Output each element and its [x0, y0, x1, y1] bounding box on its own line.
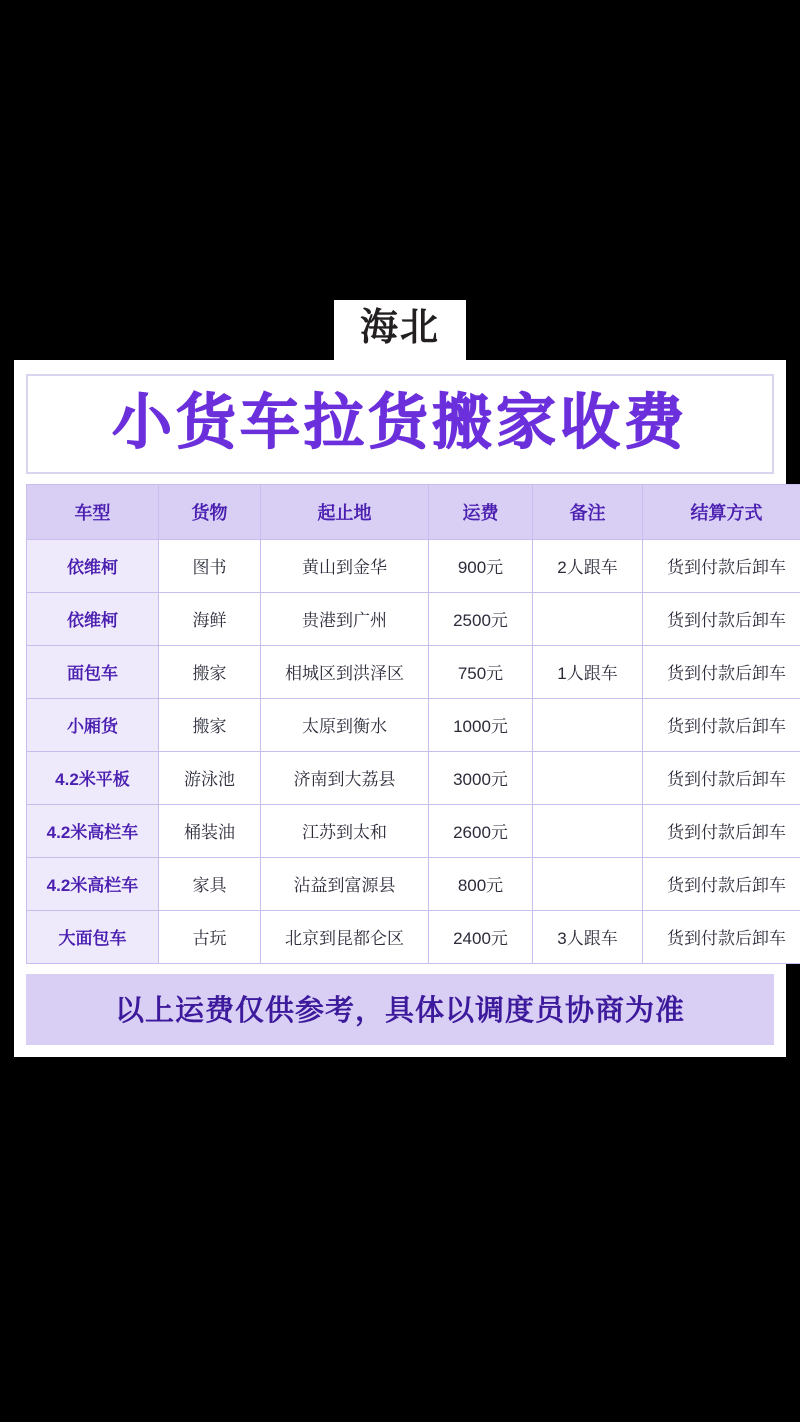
cell-route: 沾益到富源县: [261, 857, 429, 910]
table-header-cell: 结算方式: [643, 484, 800, 539]
cell-settlement: 货到付款后卸车: [643, 804, 800, 857]
table-row: [27, 804, 800, 857]
cell-goods: 海鲜: [159, 592, 261, 645]
disclaimer-note: 以上运费仅供参考，具体以调度员协商为准: [26, 974, 774, 1045]
cell-fee: 2500元: [429, 592, 533, 645]
cell-settlement: 货到付款后卸车: [643, 645, 800, 698]
table-header-cell: 运费: [429, 484, 533, 539]
cell-route: 太原到衡水: [261, 698, 429, 751]
poster: [0, 300, 800, 1057]
table-row: [27, 592, 800, 645]
cell-note: 2人跟车: [533, 539, 643, 592]
cell-goods: 游泳池: [159, 751, 261, 804]
cell-goods: 搬家: [159, 645, 261, 698]
cell-note: [533, 698, 643, 751]
cell-route: 相城区到洪泽区: [261, 645, 429, 698]
cell-vehicle: 面包车: [27, 645, 159, 698]
cell-fee: 3000元: [429, 751, 533, 804]
table-row: [27, 645, 800, 698]
cell-fee: 2600元: [429, 804, 533, 857]
cell-note: [533, 751, 643, 804]
cell-goods: 图书: [159, 539, 261, 592]
cell-note: 1人跟车: [533, 645, 643, 698]
title-box: [26, 374, 774, 474]
table-header-row: [27, 484, 800, 539]
cell-settlement: 货到付款后卸车: [643, 751, 800, 804]
table-row: [27, 539, 800, 592]
cell-vehicle: 依维柯: [27, 592, 159, 645]
cell-note: [533, 592, 643, 645]
table-row: [27, 751, 800, 804]
cell-note: 3人跟车: [533, 910, 643, 963]
cell-route: 黄山到金华: [261, 539, 429, 592]
cell-settlement: 货到付款后卸车: [643, 698, 800, 751]
cell-settlement: 货到付款后卸车: [643, 539, 800, 592]
cell-vehicle: 大面包车: [27, 910, 159, 963]
cell-note: [533, 804, 643, 857]
cell-route: 济南到大荔县: [261, 751, 429, 804]
cell-vehicle: 小厢货: [27, 698, 159, 751]
table-row: [27, 698, 800, 751]
table-row: [27, 857, 800, 910]
cell-vehicle: 依维柯: [27, 539, 159, 592]
cell-route: 贵港到广州: [261, 592, 429, 645]
table-header-cell: 货物: [159, 484, 261, 539]
cell-route: 江苏到太和: [261, 804, 429, 857]
cell-settlement: 货到付款后卸车: [643, 910, 800, 963]
table-row: [27, 910, 800, 963]
cell-route: 北京到昆都仑区: [261, 910, 429, 963]
cell-goods: 桶装油: [159, 804, 261, 857]
table-header-cell: 车型: [27, 484, 159, 539]
cell-settlement: 货到付款后卸车: [643, 857, 800, 910]
cell-fee: 1000元: [429, 698, 533, 751]
region-badge: 海北: [334, 300, 466, 360]
cell-vehicle: 4.2米平板: [27, 751, 159, 804]
badge-row: [0, 300, 800, 360]
cell-fee: 800元: [429, 857, 533, 910]
cell-goods: 古玩: [159, 910, 261, 963]
cell-goods: 家具: [159, 857, 261, 910]
cell-vehicle: 4.2米高栏车: [27, 804, 159, 857]
fee-table: [26, 484, 800, 964]
cell-goods: 搬家: [159, 698, 261, 751]
table-header-cell: 备注: [533, 484, 643, 539]
page-title: 小货车拉货搬家收费: [112, 388, 688, 456]
cell-fee: 2400元: [429, 910, 533, 963]
poster-card: [14, 360, 786, 1057]
cell-vehicle: 4.2米高栏车: [27, 857, 159, 910]
cell-fee: 750元: [429, 645, 533, 698]
table-header-cell: 起止地: [261, 484, 429, 539]
cell-fee: 900元: [429, 539, 533, 592]
cell-note: [533, 857, 643, 910]
cell-settlement: 货到付款后卸车: [643, 592, 800, 645]
